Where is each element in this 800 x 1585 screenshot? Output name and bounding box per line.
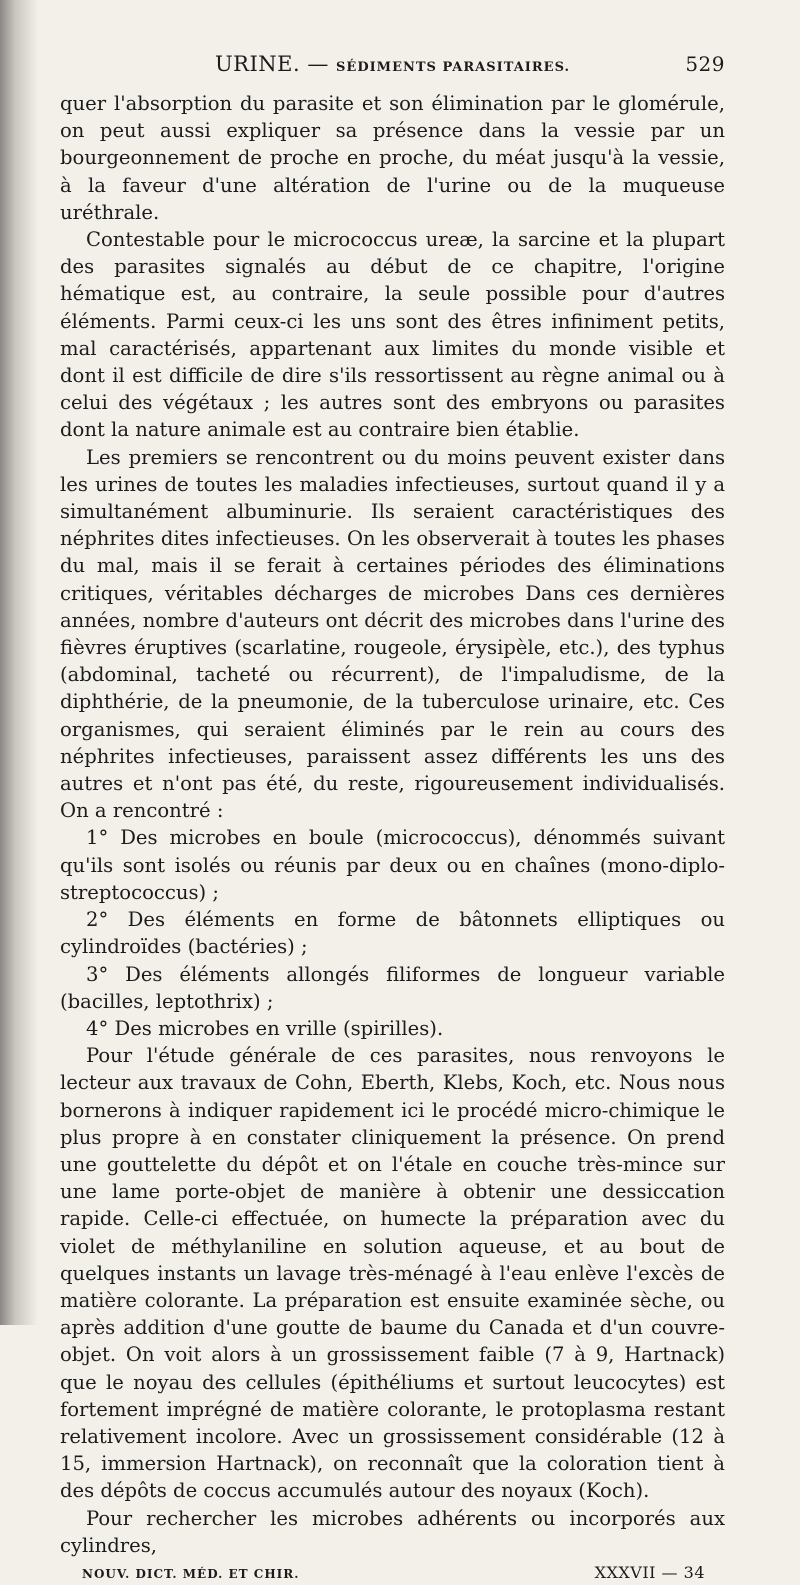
running-head-title: URINE.: [214, 52, 301, 76]
document-page: [60, 52, 725, 1585]
paragraph: Pour rechercher les microbes adhérents ou incorporés aux cylindres,: [60, 1506, 725, 1557]
list-item: 4° Des microbes en vrille (spirilles).: [86, 1016, 444, 1040]
running-head-dash: —: [307, 52, 329, 76]
paragraph: quer l'absorption du parasite et son élimination par le glomérule, on peut aussi expliquer sa présence dans la vessie par un bourgeonnement de proche en proche, du méat jusqu'à la vessie, à la faveur d'une altération de l'urine ou de la muqueuse uréthrale.: [60, 92, 725, 224]
page-gutter-shadow: [0, 0, 38, 1325]
running-head-subtitle: SÉDIMENTS PARASITAIRES.: [336, 60, 571, 75]
page-footer: [60, 1563, 725, 1585]
paragraph: Pour l'étude générale de ces parasites, nous renvoyons le lecteur aux travaux de Cohn, Eberth, Klebs, Koch, etc. Nous nous bornerons à indiquer rapidement ici le procédé micro-chimique le plus propre à en constater cliniquement la présence. On prend une gouttelette du dépôt et on l'étale en couche très-mince sur une lame porte-objet de manière à obtenir une dessiccation rapide. Celle-ci effectuée, on humecte la préparation avec du violet de méthylaniline en solution aqueuse, et au bout de quelques instants un lavage très-ménagé à l'eau enlève l'excès de matière colorante. La préparation est ensuite examinée sèche, ou après addition d'une goutte de baume du Canada et d'un couvre-objet. On voit alors à un grossissement faible (7 à 9, Hartnack) que le noyau des cellules (épithéliums et surtout leucocytes) est fortement imprégné de matière colorante, le protoplasma restant relativement incolore. Avec un grossissement considérable (12 à 15, immersion Hartnack), on reconnaît que la coloration tient à des dépôts de coccus accumulés autour des noyaux (Koch).: [60, 1044, 725, 1503]
footer-signature: NOUV. DICT. MÉD. ET CHIR.: [82, 1566, 300, 1581]
paragraph: Contestable pour le micrococcus ureæ, la sarcine et la plupart des parasites signalés au début de ce chapitre, l'origine hématique est, au contraire, la seule possible pour d'autres éléments. Parmi ceux-ci les uns sont des êtres infiniment petits, mal caractérisés, appartenant aux limites du monde visible et dont il est difficile de dire s'ils ressortissent au règne animal ou à celui des végétaux ; les autres sont des embryons ou parasites dont la nature animale est au contraire bien établie.: [60, 228, 725, 442]
page-number: 529: [685, 52, 725, 76]
footer-volume-signature: XXXVII — 34: [594, 1562, 705, 1582]
paragraph: Les premiers se rencontrent ou du moins peuvent exister dans les urines de toutes les maladies infectieuses, surtout quand il y a simultanément albuminurie. Ils seraient caractéristiques des néphrites dites infectieuses. On les observerait à toutes les phases du mal, mais il se ferait à certaines périodes des éliminations critiques, véritables décharges de microbes Dans ces dernières années, nombre d'auteurs ont décrit des microbes dans l'urine des fièvres éruptives (scarlatine, rougeole, érysipèle, etc.), des typhus (abdominal, tacheté ou récurrent), de l'impaludisme, de la diphthérie, de la pneumonie, de la tuberculose urinaire, etc. Ces organismes, qui seraient éliminés par le rein au cours des néphrites infectieuses, paraissent assez différents les uns des autres et n'ont pas été, du reste, rigoureusement individualisés. On a rencontré :: [60, 445, 725, 823]
list-item: 3° Des éléments allongés filiformes de longueur variable (bacilles, leptothrix) ;: [60, 962, 725, 1013]
list-item: 2° Des éléments en forme de bâtonnets elliptiques ou cylindroïdes (bactéries) ;: [60, 908, 725, 959]
list-item: 1° Des microbes en boule (micrococcus), dénommés suivant qu'ils sont isolés ou réunis par deux ou en chaînes (mono-diplo-streptococcus) ;: [60, 826, 725, 904]
running-head: [60, 52, 725, 82]
body-text: [60, 90, 725, 1559]
